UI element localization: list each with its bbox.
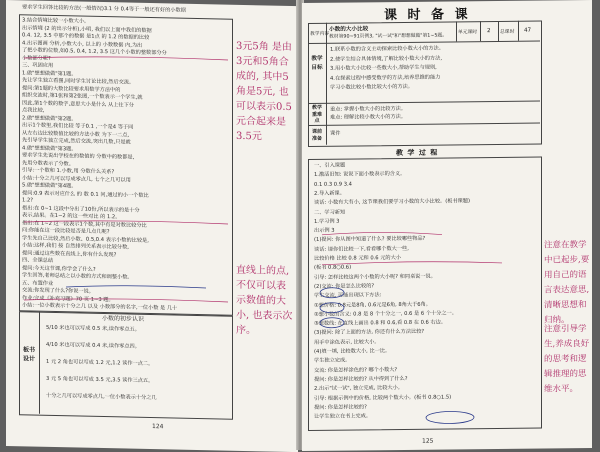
circle-mark-2 — [320, 303, 344, 313]
text-line: (4)填一填, 比较数大小, 比一比。 — [314, 348, 391, 355]
text-line: 3.用小数大小比较一些数大小,帮助学生与规则, — [330, 64, 437, 72]
text-line: 了把小数的位数,如0.5, 0.4, 1.2, 3.5 这几个小数的整数部分分 — [22, 47, 167, 57]
text-line: 谈话: 小数有大有小, 这节课我们要学习小数的大小比较。(板书课题) — [314, 198, 470, 207]
text-line: 提问: 你是怎样比较的? — [314, 404, 367, 411]
text-line: 1.学习例 3 — [314, 218, 340, 225]
text-line: 重点: 掌握小数大小的比较方法。 — [330, 105, 407, 113]
text-line: 1.激活旧知: 说说下面小数表示的含义。 — [314, 171, 406, 179]
text-line: 点我比较, — [22, 107, 45, 114]
text-line: 交流:你发现了什么?你说一说。 — [22, 287, 94, 295]
text-line: 0.1 0.3 0.9 3.4 — [314, 181, 352, 188]
right-handwritten-note-bottom: 注意引导学生,养成良好的思考和逻辑推理的思维水平。 — [544, 324, 590, 395]
text-line: 提问:0.9 表示对应什么 的 数 0.1 问,通过的小一个数比 — [22, 189, 149, 199]
text-line: 学生交流, 可能出现以下方法: — [314, 292, 382, 300]
text-line: 问:你能在这一段比较是否是几点几呢? — [22, 227, 110, 236]
text-line: 用手中涂色表示, 比较大小。 — [314, 338, 380, 346]
text-line: 先用分数表示了分数。 — [22, 159, 74, 167]
left-handwritten-note-middle: 直线上的点, 不仅可以表示数值的大小, 也表示次序。 — [236, 264, 293, 337]
text-line: 比较价格 比较 0.8 元和 0.6 元的大小 — [314, 255, 401, 262]
text-line: 学生先自己比较,然后小数、0.5,0.4 表示小数的比较是, — [22, 234, 149, 244]
left-underline-1 — [24, 57, 228, 60]
underline-mark-2 — [322, 261, 502, 265]
text-line: 出示情境 (2 的出示分析),小明, 我们以上面中我们的数据 — [22, 24, 152, 34]
text-line: 要求学生先说出学校在的数值的 分数中的数都是, — [22, 152, 135, 161]
text-line: 指出:在 1~2 这一段表示1个数,其中有是对数比较分比 — [22, 219, 147, 229]
text-line: (3)提问: 除了上面的方法, 你还有什么方法比较? — [314, 329, 425, 337]
text-line: 难点: 理解比较小数大小的方法。 — [330, 113, 407, 121]
text-line: 小数部分呢? — [22, 54, 51, 62]
text-line: 引导:一个数和 1.小数,用 分数什么关系? — [22, 167, 115, 176]
text-line: 作业:完成《补充习题》70 页 1~3 题。 — [22, 294, 114, 303]
text-line: 从左右边比较数值比较的方法小数 为下一二点, — [22, 129, 130, 139]
text-line: 谈话: 请你们比较一下,看看哪个数大一些, — [314, 245, 409, 253]
text-line: 因此,第1个数的数字,意思大小是什么 从上往下分 — [22, 99, 134, 109]
text-line: 引导: 怎样比较这两个小数的大小呢? 和同桌说一说。 — [314, 273, 436, 281]
lesson-title: 小数的大小比较 — [329, 26, 369, 33]
text-line: 0.4. 12, 3.5 中那个的数据 是1点 的 1.2 的数据的比较 — [22, 32, 150, 42]
text-line: 1.2? — [22, 197, 34, 204]
text-line: 4.出示图画 分析,小数大小, 以上的 小数数据 内,为出 — [22, 39, 143, 49]
handwriting-marks — [302, 0, 592, 451]
text-line: 5.做"想想做做"第4题。 — [22, 182, 77, 190]
text-line: 4/10 米也可以写成 0.4 米,读作零点四。 — [46, 341, 140, 350]
text-line: (1)提问: 你从图中知道了什么? 要比较哪些物品? — [314, 236, 426, 244]
left-underline-2 — [24, 221, 228, 224]
text-line: 3 元 5 角也可以写成 3.5 元,3.5 读作三点五。 — [46, 375, 154, 385]
text-line: 二、学习新知 — [314, 209, 346, 216]
text-line: (2)交流: 你是怎么比较的? — [314, 283, 375, 290]
text-line: 指出:在 0~1 这段中分出了10份,所以表示的是十分 — [22, 204, 140, 214]
unit-label: 单元课时 — [458, 30, 478, 36]
text-line: 2.出示"试一试", 独立完成, 比较大小。 — [314, 385, 403, 393]
resource-label: 课前准备 — [311, 128, 322, 142]
text-line: 出示例 3 — [314, 227, 335, 235]
text-line: 一、引入课题 — [314, 162, 346, 169]
text-line: 2.做"想想做做"第2题。 — [22, 114, 77, 122]
text-line: 3.结合情境比较一小数大小。 — [22, 17, 90, 25]
left-handwriting-marks — [6, 0, 298, 446]
text-line: 提问: 你是怎样比较的? 从中得到了什么? — [314, 375, 408, 383]
circle-mark-4 — [426, 411, 474, 424]
right-page — [302, 0, 592, 451]
text-line: 引导: 根据示例中的价格, 比较两个数大小。(板书 0.8○1.5) — [314, 393, 452, 402]
unit-value: 2 — [487, 28, 491, 35]
text-line: 提问:通过这些数在直线上,你有什么发现? — [22, 249, 117, 258]
text-line: 小结:十分之几可以写成零点几, 七个之几可以用 — [22, 174, 131, 184]
lesson-text: 教材第90~91页例3, "试一试"和"想想做做"第1~5题。 — [329, 33, 448, 40]
circle-mark-1 — [320, 288, 344, 298]
text-line: ①想价格: 0.8元是8角, 0.6元是6角, 8角大于6角。 — [314, 301, 431, 309]
text-line: ③想数线: 在直线上画出 0.8 和 0.6,看 0.8 在 0.6 右边。 — [314, 319, 447, 328]
text-line: 学习小数比较小数比较大小的方法。 — [330, 83, 414, 91]
text-line: 表示,结果。在1~2 的这一些对比 的 1.2。 — [22, 212, 121, 221]
left-underline-4 — [24, 299, 228, 302]
text-line: 5/10 米也可以写成 0.5 米,读作零点五。 — [46, 324, 140, 333]
total-value: 47 — [524, 27, 532, 34]
text-line: 先引导学生独立完成,然后交流,突出几数,只是就 — [22, 137, 131, 146]
text-line: 十分之几可以写成零点几,一位小数表示十分之几 — [46, 392, 157, 402]
text-line: 2.导入新课。 — [314, 190, 345, 197]
text-line: 交流: 你是怎样涂色的? 哪个小数大? — [314, 366, 398, 374]
lesson-content-label: 教学内容 — [310, 31, 330, 37]
text-line: 先让学生独立看图,同时学生讨论比较,然后交流。 — [22, 77, 135, 86]
text-line: ②想小数的含义: 0.8 是 8 个十分之一, 0.6 是 6 个十分之一。 — [314, 310, 457, 318]
text-line: 四、全课总结 — [22, 257, 54, 264]
text-line: 4.做"想想做做"第3题。 — [22, 144, 77, 152]
left-underline-3 — [66, 286, 206, 288]
text-line: 小结:一位小数表示十分之几 以及 小数部分的名字,一位小数 是 几十 — [22, 302, 178, 312]
right-handwritten-note-top: 注意在教学中已起步,要用自己的语言表达意思,清晰思想和归纳。 — [544, 240, 590, 326]
text-line: 三、巩固应用 — [22, 62, 54, 69]
left-page-number: 124 — [152, 423, 164, 431]
text-line: 提问:第1题的大数比较要求用数学方法中的 — [22, 84, 121, 93]
text-line: 2.使学生结合具体情境,了解比较小数大小的方法, — [330, 55, 442, 63]
total-label: 总课时 — [500, 29, 515, 35]
page-header-title: 课 时 备 课 — [384, 7, 471, 24]
board-label: 板书设计 — [22, 346, 35, 363]
text-line: 组织交流时,第1张和第2张图,一个数表示一个学生,就 — [22, 92, 143, 101]
circle-mark-3 — [320, 318, 344, 328]
right-page-number: 125 — [422, 437, 434, 445]
left-handwritten-note-top: 3元5角 是由3元和5角合成的, 其中5角是5元, 也可以表示0.5元合起来是3.5元 — [236, 40, 292, 143]
text-line: 学生独立完成。 — [314, 357, 351, 365]
left-top-line: 要求学生回答比较的方法(一般情况)3.1 分 0.4等于一般还有好的小数据 — [22, 4, 186, 14]
resource-value: 课件 — [330, 130, 341, 137]
text-line: 1 元 2 角也可以写成 1.2 元,1.2 读作一点二。 — [46, 358, 154, 368]
text-line: 小结:这样,我们 按 自然排列关系表示比较分数, — [22, 242, 129, 251]
text-line: 五、布置作业 — [22, 279, 54, 287]
text-line: 让学生独立在书上完成。 — [314, 413, 372, 421]
text-line: (板书 0.8○0.6) — [314, 264, 352, 272]
board-heading: 小数的初步认识 — [102, 315, 145, 323]
goals-label: 教学目标 — [311, 55, 323, 71]
key-points-label: 教学重难点 — [311, 104, 322, 124]
text-line: 出示1个数里,我们比较 等于0.1 ,一个是4 等于同 — [22, 122, 134, 131]
text-line: 1.做"想想做做"第1题。 — [22, 69, 77, 77]
underline-mark-1 — [322, 232, 442, 236]
text-line: 4.在探索过程中感受数学的方法,培养思维的能力 — [330, 74, 441, 82]
process-title: 教 学 过 程 — [396, 148, 439, 158]
text-line: 学生回答,老师总结之以小数的方式和调整小数。 — [22, 272, 133, 281]
text-line: 1.联系小数的含义主动探索比较小数大小的方法。 — [330, 45, 444, 53]
text-line: 提问:今天这节课,你学会了什么? — [22, 264, 96, 273]
